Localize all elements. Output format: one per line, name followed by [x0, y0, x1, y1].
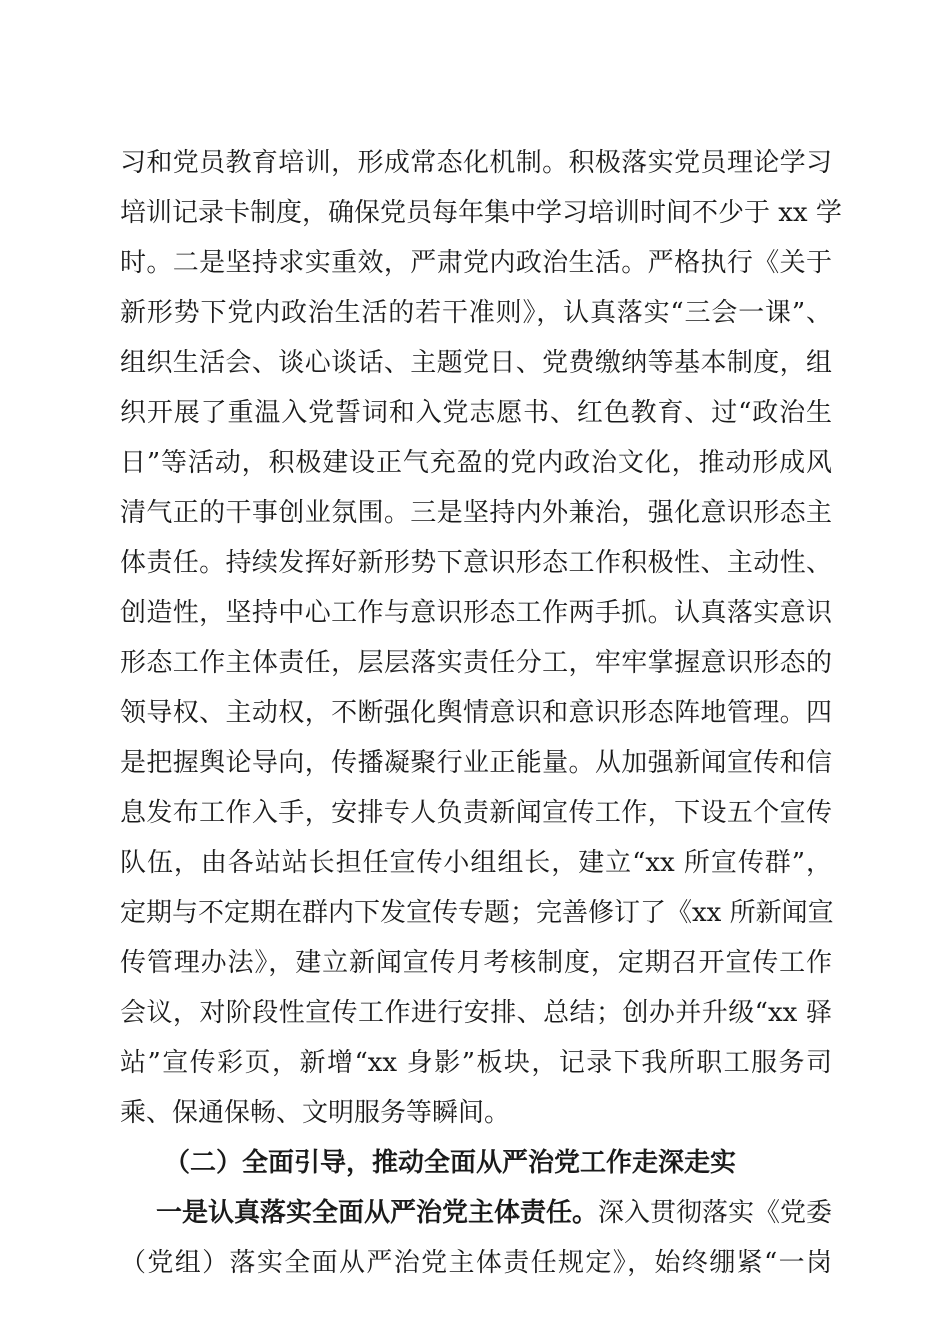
paragraph-line: [120, 1188, 832, 1238]
paragraph-line: 新形势下党内政治生活的若干准则》，认真落实“三会一课”、: [120, 298, 832, 328]
paragraph-line: 息发布工作入手，安排专人负责新闻宣传工作，下设五个宣传: [120, 798, 832, 828]
paragraph-line: 形态工作主体责任，层层落实责任分工，牢牢掌握意识形态的: [120, 648, 832, 678]
paragraph-line: 定期与不定期在群内下发宣传专题；完善修订了《xx 所新闻宣: [120, 898, 834, 928]
paragraph-line: 是把握舆论导向，传播凝聚行业正能量。从加强新闻宣传和信: [120, 748, 832, 778]
paragraph-line: 习和党员教育培训，形成常态化机制。积极落实党员理论学习: [120, 148, 832, 178]
paragraph-line: 乘、保通保畅、文明服务等瞬间。: [120, 1098, 511, 1128]
paragraph-line: 队伍，由各站站长担任宣传小组组长，建立“xx 所宣传群”，: [120, 848, 832, 878]
paragraph-line: 创造性，坚持中心工作与意识形态工作两手抓。认真落实意识: [120, 598, 832, 628]
paragraph-lead-rest: 深入贯彻落实《党委: [598, 1198, 833, 1228]
paragraph-line: 时。二是坚持求实重效，严肃党内政治生活。严格执行《关于: [120, 248, 832, 278]
paragraph-line: （党组）落实全面从严治党主体责任规定》，始终绷紧“一岗: [120, 1248, 832, 1278]
paragraph-line: 组织生活会、谈心谈话、主题党日、党费缴纳等基本制度，组: [120, 348, 832, 378]
paragraph-lead-bold: 一是认真落实全面从严治党主体责任。: [156, 1198, 599, 1228]
document-body: [120, 138, 842, 1288]
paragraph-line: 清气正的干事创业氛围。三是坚持内外兼治，强化意识形态主: [120, 498, 832, 528]
paragraph-line: 日”等活动，积极建设正气充盈的党内政治文化，推动形成风: [120, 448, 832, 478]
paragraph-line: 领导权、主动权，不断强化舆情意识和意识形态阵地管理。四: [120, 698, 832, 728]
paragraph-line: 传管理办法》，建立新闻宣传月考核制度，定期召开宣传工作: [120, 948, 832, 978]
paragraph-line: 会议，对阶段性宣传工作进行安排、总结；创办并升级“xx 驿: [120, 998, 832, 1028]
paragraph-line: 织开展了重温入党誓词和入党志愿书、红色教育、过“政治生: [120, 398, 832, 428]
paragraph-line: 体责任。持续发挥好新形势下意识形态工作积极性、主动性、: [120, 548, 832, 578]
paragraph-line: 培训记录卡制度，确保党员每年集中学习培训时间不少于 xx 学: [120, 198, 842, 228]
paragraph-line: 站”宣传彩页，新增“xx 身影”板块，记录下我所职工服务司: [120, 1048, 832, 1078]
section-heading: （二）全面引导，推动全面从严治党工作走深走实: [164, 1148, 737, 1178]
